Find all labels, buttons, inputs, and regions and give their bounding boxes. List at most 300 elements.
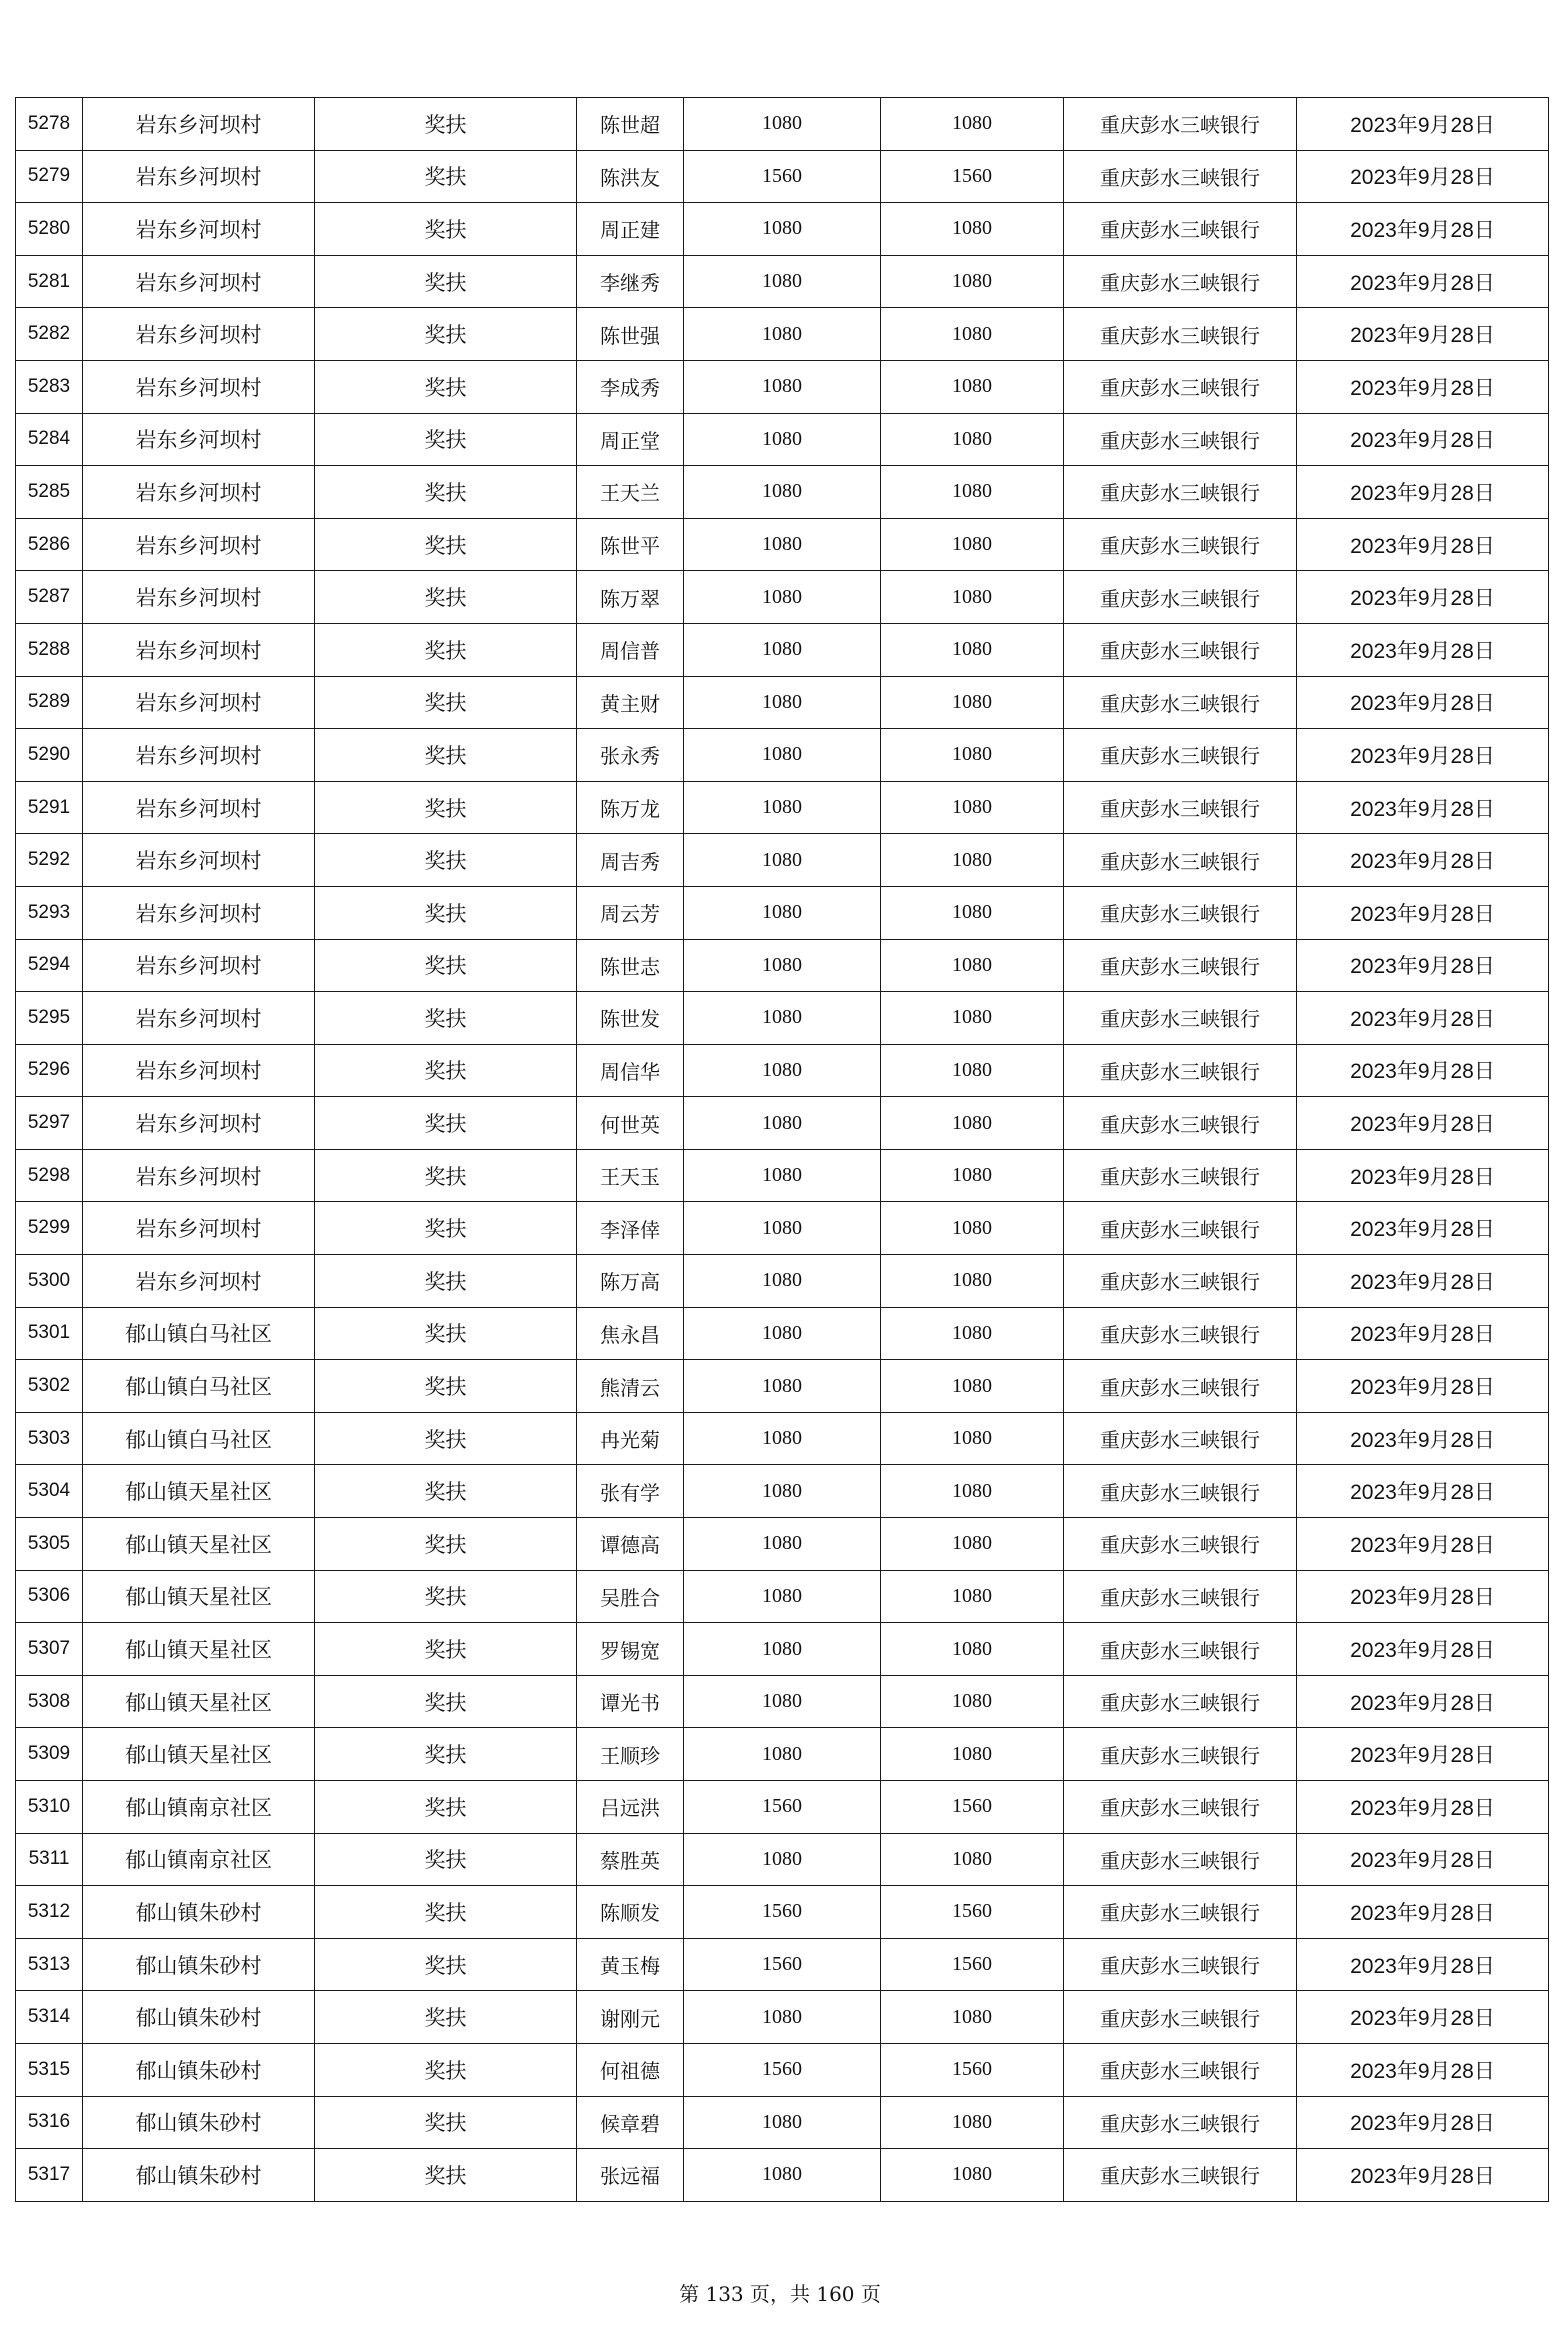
recipient-name-cell: 黄玉梅 [577,1938,684,1991]
recipient-name-cell: 陈世平 [577,518,684,571]
recipient-name-cell: 焦永昌 [577,1307,684,1360]
village-cell: 郁山镇白马社区 [83,1307,315,1360]
payment-date-cell: 2023年9月28日 [1297,360,1549,413]
subsidy-type-cell: 奖扶 [315,466,577,519]
row-number: 5303 [16,1412,83,1465]
recipient-name-cell: 张有学 [577,1465,684,1518]
bank-cell: 重庆彭水三峡银行 [1064,1360,1297,1413]
village-cell: 岩东乡河坝村 [83,1202,315,1255]
recipient-name-cell: 黄主财 [577,676,684,729]
bank-cell: 重庆彭水三峡银行 [1064,781,1297,834]
bank-cell: 重庆彭水三峡银行 [1064,2096,1297,2149]
row-number: 5315 [16,2043,83,2096]
standard-amount-cell: 1080 [684,939,881,992]
table-row [16,1518,1549,1571]
row-number: 5308 [16,1675,83,1728]
subsidy-type-cell: 奖扶 [315,623,577,676]
bank-cell: 重庆彭水三峡银行 [1064,1097,1297,1150]
row-number: 5314 [16,1991,83,2044]
subsidy-type-cell: 奖扶 [315,1202,577,1255]
paid-amount-cell: 1080 [881,781,1064,834]
paid-amount-cell: 1080 [881,1675,1064,1728]
table-row [16,676,1549,729]
subsidy-type-cell: 奖扶 [315,939,577,992]
recipient-name-cell: 周云芳 [577,886,684,939]
standard-amount-cell: 1080 [684,203,881,256]
row-number: 5307 [16,1623,83,1676]
village-cell: 郁山镇南京社区 [83,1781,315,1834]
payment-date-cell: 2023年9月28日 [1297,834,1549,887]
paid-amount-cell: 1080 [881,992,1064,1045]
subsidy-type-cell: 奖扶 [315,1518,577,1571]
subsidy-type-cell: 奖扶 [315,1044,577,1097]
standard-amount-cell: 1080 [684,1149,881,1202]
subsidy-type-cell: 奖扶 [315,1412,577,1465]
subsidy-type-cell: 奖扶 [315,2096,577,2149]
bank-cell: 重庆彭水三峡银行 [1064,2149,1297,2202]
row-number: 5278 [16,98,83,151]
subsidy-type-cell: 奖扶 [315,1833,577,1886]
village-cell: 郁山镇朱砂村 [83,1938,315,1991]
standard-amount-cell: 1080 [684,623,881,676]
standard-amount-cell: 1080 [684,1412,881,1465]
recipient-name-cell: 王天玉 [577,1149,684,1202]
payment-date-cell: 2023年9月28日 [1297,623,1549,676]
recipient-name-cell: 陈世超 [577,98,684,151]
village-cell: 岩东乡河坝村 [83,255,315,308]
village-cell: 岩东乡河坝村 [83,992,315,1045]
paid-amount-cell: 1080 [881,1465,1064,1518]
row-number: 5296 [16,1044,83,1097]
subsidy-type-cell: 奖扶 [315,1781,577,1834]
paid-amount-cell: 1560 [881,2043,1064,2096]
recipient-name-cell: 王天兰 [577,466,684,519]
village-cell: 郁山镇南京社区 [83,1833,315,1886]
row-number: 5289 [16,676,83,729]
table-row [16,413,1549,466]
row-number: 5295 [16,992,83,1045]
paid-amount-cell: 1560 [881,1886,1064,1939]
recipient-name-cell: 蔡胜英 [577,1833,684,1886]
village-cell: 岩东乡河坝村 [83,466,315,519]
bank-cell: 重庆彭水三峡银行 [1064,308,1297,361]
payment-date-cell: 2023年9月28日 [1297,676,1549,729]
payment-date-cell: 2023年9月28日 [1297,571,1549,624]
table-row [16,781,1549,834]
village-cell: 岩东乡河坝村 [83,729,315,782]
paid-amount-cell: 1560 [881,150,1064,203]
bank-cell: 重庆彭水三峡银行 [1064,1938,1297,1991]
payment-date-cell: 2023年9月28日 [1297,1255,1549,1308]
row-number: 5290 [16,729,83,782]
recipient-name-cell: 陈万翠 [577,571,684,624]
subsidy-type-cell: 奖扶 [315,2043,577,2096]
payment-date-cell: 2023年9月28日 [1297,413,1549,466]
standard-amount-cell: 1560 [684,1886,881,1939]
bank-cell: 重庆彭水三峡银行 [1064,1570,1297,1623]
table-row [16,1307,1549,1360]
bank-cell: 重庆彭水三峡银行 [1064,834,1297,887]
village-cell: 岩东乡河坝村 [83,939,315,992]
recipient-name-cell: 周信华 [577,1044,684,1097]
table-row [16,1360,1549,1413]
bank-cell: 重庆彭水三峡银行 [1064,623,1297,676]
recipient-name-cell: 陈顺发 [577,1886,684,1939]
row-number: 5288 [16,623,83,676]
paid-amount-cell: 1080 [881,1255,1064,1308]
standard-amount-cell: 1080 [684,255,881,308]
village-cell: 岩东乡河坝村 [83,781,315,834]
row-number: 5294 [16,939,83,992]
row-number: 5300 [16,1255,83,1308]
payment-date-cell: 2023年9月28日 [1297,886,1549,939]
row-number: 5298 [16,1149,83,1202]
table-row [16,1938,1549,1991]
payment-date-cell: 2023年9月28日 [1297,1307,1549,1360]
standard-amount-cell: 1080 [684,781,881,834]
table-row [16,1991,1549,2044]
row-number: 5293 [16,886,83,939]
payment-date-cell: 2023年9月28日 [1297,781,1549,834]
subsidy-type-cell: 奖扶 [315,1255,577,1308]
village-cell: 郁山镇天星社区 [83,1675,315,1728]
bank-cell: 重庆彭水三峡银行 [1064,466,1297,519]
recipient-name-cell: 何祖德 [577,2043,684,2096]
row-number: 5316 [16,2096,83,2149]
bank-cell: 重庆彭水三峡银行 [1064,1991,1297,2044]
payment-date-cell: 2023年9月28日 [1297,1044,1549,1097]
payment-date-cell: 2023年9月28日 [1297,2096,1549,2149]
table-row [16,939,1549,992]
table-row [16,203,1549,256]
payment-date-cell: 2023年9月28日 [1297,1675,1549,1728]
payment-date-cell: 2023年9月28日 [1297,1360,1549,1413]
row-number: 5292 [16,834,83,887]
payment-date-cell: 2023年9月28日 [1297,466,1549,519]
paid-amount-cell: 1080 [881,1728,1064,1781]
row-number: 5283 [16,360,83,413]
row-number: 5297 [16,1097,83,1150]
standard-amount-cell: 1080 [684,1255,881,1308]
bank-cell: 重庆彭水三峡银行 [1064,1149,1297,1202]
recipient-name-cell: 谭光书 [577,1675,684,1728]
recipient-name-cell: 周信普 [577,623,684,676]
payment-date-cell: 2023年9月28日 [1297,1886,1549,1939]
village-cell: 郁山镇朱砂村 [83,2043,315,2096]
bank-cell: 重庆彭水三峡银行 [1064,1728,1297,1781]
standard-amount-cell: 1080 [684,1360,881,1413]
subsidy-type-cell: 奖扶 [315,1149,577,1202]
paid-amount-cell: 1080 [881,571,1064,624]
row-number: 5287 [16,571,83,624]
recipient-name-cell: 陈世强 [577,308,684,361]
row-number: 5310 [16,1781,83,1834]
bank-cell: 重庆彭水三峡银行 [1064,1255,1297,1308]
bank-cell: 重庆彭水三峡银行 [1064,1412,1297,1465]
payment-date-cell: 2023年9月28日 [1297,1518,1549,1571]
village-cell: 岩东乡河坝村 [83,413,315,466]
table-row [16,1149,1549,1202]
payment-date-cell: 2023年9月28日 [1297,1570,1549,1623]
bank-cell: 重庆彭水三峡银行 [1064,360,1297,413]
standard-amount-cell: 1080 [684,1465,881,1518]
row-number: 5299 [16,1202,83,1255]
row-number: 5282 [16,308,83,361]
bank-cell: 重庆彭水三峡银行 [1064,676,1297,729]
paid-amount-cell: 1080 [881,623,1064,676]
recipient-name-cell: 张永秀 [577,729,684,782]
recipient-name-cell: 王顺珍 [577,1728,684,1781]
village-cell: 岩东乡河坝村 [83,1044,315,1097]
paid-amount-cell: 1560 [881,1938,1064,1991]
table-row [16,1202,1549,1255]
table-row [16,1675,1549,1728]
standard-amount-cell: 1080 [684,1044,881,1097]
recipient-name-cell: 陈世志 [577,939,684,992]
table-row [16,98,1549,151]
paid-amount-cell: 1080 [881,2149,1064,2202]
row-number: 5281 [16,255,83,308]
row-number: 5284 [16,413,83,466]
paid-amount-cell: 1080 [881,886,1064,939]
table-row [16,571,1549,624]
table-row [16,1412,1549,1465]
standard-amount-cell: 1080 [684,834,881,887]
table-row [16,150,1549,203]
bank-cell: 重庆彭水三峡银行 [1064,2043,1297,2096]
table-row [16,2149,1549,2202]
subsidy-type-cell: 奖扶 [315,1938,577,1991]
row-number: 5280 [16,203,83,256]
recipient-name-cell: 冉光菊 [577,1412,684,1465]
recipient-name-cell: 李成秀 [577,360,684,413]
table-row [16,834,1549,887]
payment-date-cell: 2023年9月28日 [1297,939,1549,992]
payment-date-cell: 2023年9月28日 [1297,1781,1549,1834]
bank-cell: 重庆彭水三峡银行 [1064,413,1297,466]
bank-cell: 重庆彭水三峡银行 [1064,1833,1297,1886]
paid-amount-cell: 1080 [881,255,1064,308]
subsidy-type-cell: 奖扶 [315,98,577,151]
payment-date-cell: 2023年9月28日 [1297,1412,1549,1465]
bank-cell: 重庆彭水三峡银行 [1064,1518,1297,1571]
paid-amount-cell: 1080 [881,1833,1064,1886]
row-number: 5313 [16,1938,83,1991]
table-row [16,886,1549,939]
table-row [16,1623,1549,1676]
bank-cell: 重庆彭水三峡银行 [1064,1675,1297,1728]
payment-date-cell: 2023年9月28日 [1297,98,1549,151]
table-row [16,1570,1549,1623]
table-row [16,360,1549,413]
subsidy-type-cell: 奖扶 [315,360,577,413]
payment-date-cell: 2023年9月28日 [1297,1202,1549,1255]
bank-cell: 重庆彭水三峡银行 [1064,1202,1297,1255]
table-row [16,1465,1549,1518]
paid-amount-cell: 1080 [881,939,1064,992]
row-number: 5285 [16,466,83,519]
payment-date-cell: 2023年9月28日 [1297,1097,1549,1150]
table-row [16,308,1549,361]
standard-amount-cell: 1080 [684,571,881,624]
payment-date-cell: 2023年9月28日 [1297,2043,1549,2096]
bank-cell: 重庆彭水三峡银行 [1064,255,1297,308]
table-row [16,1886,1549,1939]
village-cell: 郁山镇朱砂村 [83,1886,315,1939]
standard-amount-cell: 1080 [684,2149,881,2202]
subsidy-type-cell: 奖扶 [315,1097,577,1150]
row-number: 5286 [16,518,83,571]
village-cell: 岩东乡河坝村 [83,1255,315,1308]
village-cell: 郁山镇朱砂村 [83,2096,315,2149]
bank-cell: 重庆彭水三峡银行 [1064,939,1297,992]
standard-amount-cell: 1080 [684,518,881,571]
payment-date-cell: 2023年9月28日 [1297,308,1549,361]
paid-amount-cell: 1080 [881,1202,1064,1255]
standard-amount-cell: 1560 [684,1781,881,1834]
recipient-name-cell: 张远福 [577,2149,684,2202]
subsidy-type-cell: 奖扶 [315,1675,577,1728]
standard-amount-cell: 1080 [684,886,881,939]
recipient-name-cell: 吕远洪 [577,1781,684,1834]
row-number: 5304 [16,1465,83,1518]
payment-date-cell: 2023年9月28日 [1297,255,1549,308]
village-cell: 岩东乡河坝村 [83,150,315,203]
payment-date-cell: 2023年9月28日 [1297,1149,1549,1202]
standard-amount-cell: 1560 [684,1938,881,1991]
paid-amount-cell: 1080 [881,308,1064,361]
subsidy-type-cell: 奖扶 [315,992,577,1045]
bank-cell: 重庆彭水三峡银行 [1064,1044,1297,1097]
standard-amount-cell: 1080 [684,1570,881,1623]
subsidy-type-cell: 奖扶 [315,518,577,571]
bank-cell: 重庆彭水三峡银行 [1064,1465,1297,1518]
subsidy-type-cell: 奖扶 [315,1360,577,1413]
village-cell: 郁山镇天星社区 [83,1570,315,1623]
subsidy-type-cell: 奖扶 [315,1465,577,1518]
standard-amount-cell: 1560 [684,2043,881,2096]
paid-amount-cell: 1080 [881,1097,1064,1150]
page-number: 第 133 页，共 160 页 [679,2282,881,2306]
bank-cell: 重庆彭水三峡银行 [1064,1307,1297,1360]
subsidy-type-cell: 奖扶 [315,255,577,308]
recipient-name-cell: 李继秀 [577,255,684,308]
payment-date-cell: 2023年9月28日 [1297,518,1549,571]
standard-amount-cell: 1080 [684,1518,881,1571]
village-cell: 郁山镇天星社区 [83,1465,315,1518]
recipient-name-cell: 陈世发 [577,992,684,1045]
recipient-name-cell: 周正堂 [577,413,684,466]
subsidy-type-cell: 奖扶 [315,150,577,203]
paid-amount-cell: 1080 [881,729,1064,782]
paid-amount-cell: 1080 [881,1044,1064,1097]
paid-amount-cell: 1080 [881,360,1064,413]
standard-amount-cell: 1080 [684,992,881,1045]
village-cell: 岩东乡河坝村 [83,1149,315,1202]
village-cell: 岩东乡河坝村 [83,571,315,624]
bank-cell: 重庆彭水三峡银行 [1064,571,1297,624]
bank-cell: 重庆彭水三峡银行 [1064,518,1297,571]
table-row [16,1097,1549,1150]
recipient-name-cell: 熊清云 [577,1360,684,1413]
payment-date-cell: 2023年9月28日 [1297,1833,1549,1886]
subsidy-type-cell: 奖扶 [315,413,577,466]
standard-amount-cell: 1080 [684,1833,881,1886]
subsidy-type-cell: 奖扶 [315,1991,577,2044]
village-cell: 岩东乡河坝村 [83,98,315,151]
village-cell: 岩东乡河坝村 [83,834,315,887]
bank-cell: 重庆彭水三峡银行 [1064,1781,1297,1834]
row-number: 5291 [16,781,83,834]
village-cell: 岩东乡河坝村 [83,518,315,571]
village-cell: 岩东乡河坝村 [83,360,315,413]
recipient-name-cell: 周吉秀 [577,834,684,887]
standard-amount-cell: 1080 [684,413,881,466]
village-cell: 郁山镇天星社区 [83,1728,315,1781]
table-row [16,518,1549,571]
paid-amount-cell: 1080 [881,834,1064,887]
bank-cell: 重庆彭水三峡银行 [1064,1886,1297,1939]
table-row [16,466,1549,519]
village-cell: 郁山镇朱砂村 [83,2149,315,2202]
subsidy-type-cell: 奖扶 [315,676,577,729]
recipient-name-cell: 陈洪友 [577,150,684,203]
subsidy-type-cell: 奖扶 [315,781,577,834]
village-cell: 岩东乡河坝村 [83,203,315,256]
standard-amount-cell: 1080 [684,1307,881,1360]
table-body [16,98,1549,2202]
standard-amount-cell: 1080 [684,1728,881,1781]
recipient-name-cell: 谭德高 [577,1518,684,1571]
table-row [16,1044,1549,1097]
payment-date-cell: 2023年9月28日 [1297,1623,1549,1676]
payment-date-cell: 2023年9月28日 [1297,150,1549,203]
bank-cell: 重庆彭水三峡银行 [1064,729,1297,782]
standard-amount-cell: 1080 [684,308,881,361]
bank-cell: 重庆彭水三峡银行 [1064,150,1297,203]
paid-amount-cell: 1080 [881,1149,1064,1202]
payment-date-cell: 2023年9月28日 [1297,203,1549,256]
row-number: 5306 [16,1570,83,1623]
village-cell: 岩东乡河坝村 [83,886,315,939]
paid-amount-cell: 1080 [881,1360,1064,1413]
subsidy-type-cell: 奖扶 [315,729,577,782]
village-cell: 郁山镇白马社区 [83,1360,315,1413]
subsidy-type-cell: 奖扶 [315,1623,577,1676]
subsidy-type-cell: 奖扶 [315,834,577,887]
row-number: 5301 [16,1307,83,1360]
table-row [16,255,1549,308]
subsidy-type-cell: 奖扶 [315,1570,577,1623]
paid-amount-cell: 1080 [881,676,1064,729]
table-row [16,992,1549,1045]
subsidy-type-cell: 奖扶 [315,1886,577,1939]
village-cell: 岩东乡河坝村 [83,308,315,361]
village-cell: 郁山镇朱砂村 [83,1991,315,2044]
standard-amount-cell: 1080 [684,466,881,519]
paid-amount-cell: 1080 [881,518,1064,571]
recipient-name-cell: 陈万龙 [577,781,684,834]
standard-amount-cell: 1080 [684,1675,881,1728]
subsidy-type-cell: 奖扶 [315,571,577,624]
bank-cell: 重庆彭水三峡银行 [1064,886,1297,939]
subsidy-type-cell: 奖扶 [315,886,577,939]
payment-date-cell: 2023年9月28日 [1297,729,1549,782]
subsidy-type-cell: 奖扶 [315,1728,577,1781]
table-row [16,2043,1549,2096]
recipient-name-cell: 谢刚元 [577,1991,684,2044]
paid-amount-cell: 1560 [881,1781,1064,1834]
